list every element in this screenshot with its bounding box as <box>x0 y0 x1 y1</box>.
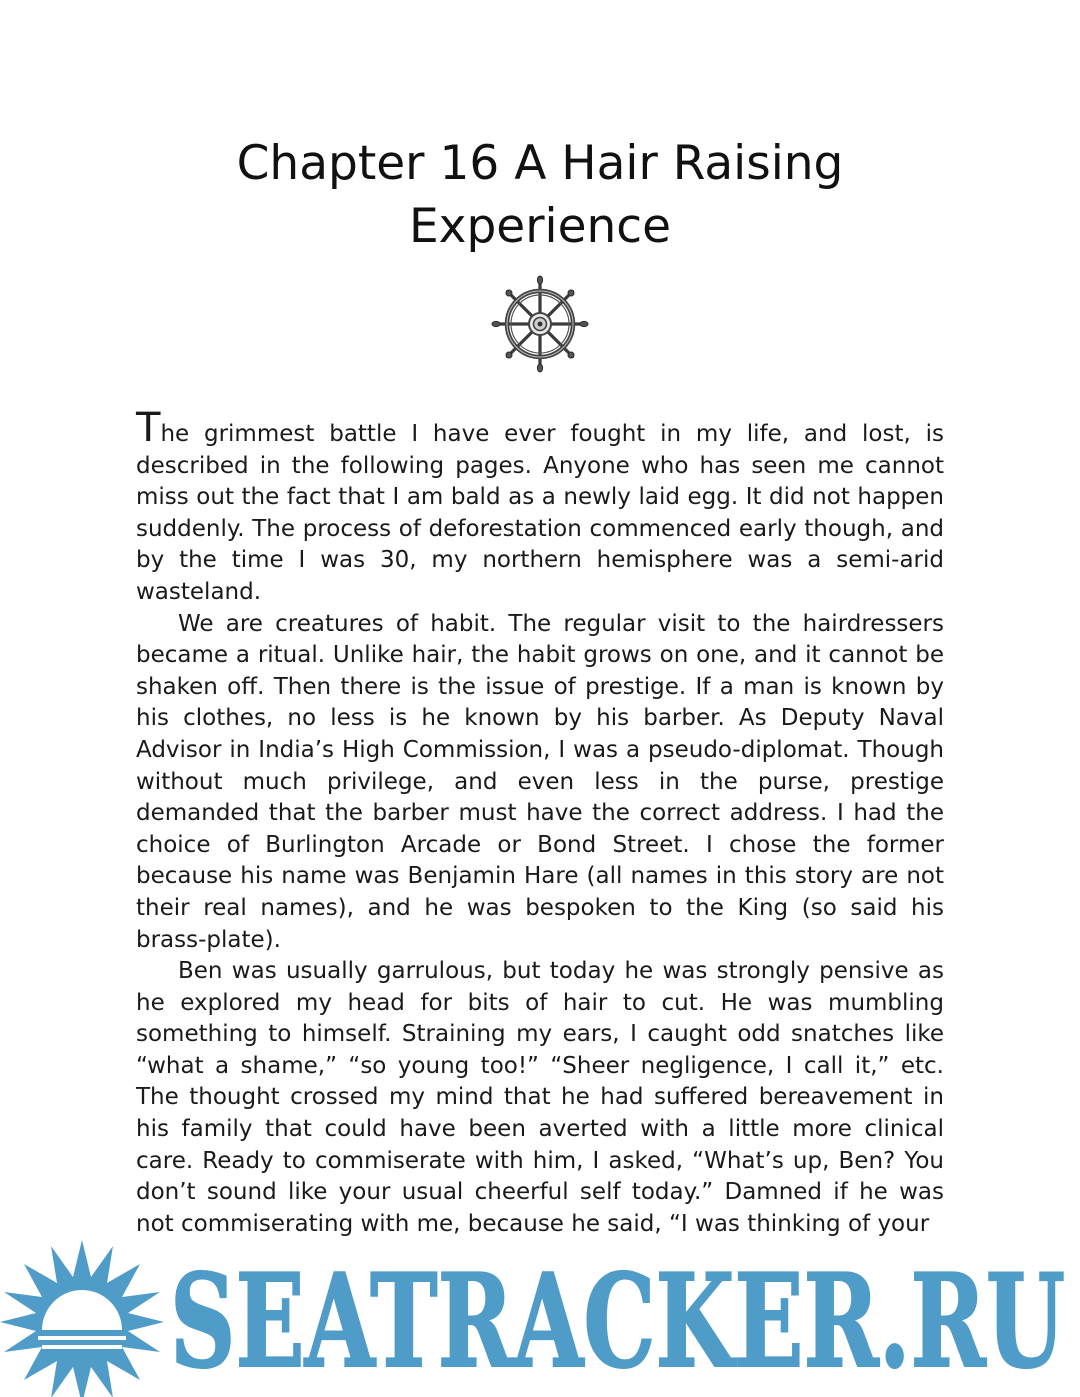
chapter-title <box>0 132 1080 258</box>
chapter-title-line-1: Chapter 16 A Hair Raising <box>236 136 844 191</box>
paragraph-2: We are creatures of habit. The regular visit to the hairdressers became a ritual. Unlike hair, the habit grows on one, and it cannot be shaken off. Then there is the issue of prestige. If a man is known by his clothes, no less is he known by his barber. As Deputy Naval Advisor in India’s High Commission, I was a pseudo-diplomat. Though without much privilege, and even less in the purse, prestige demanded that the barber must have the correct address. I had the choice of Burlington Arcade or Bond Street. I chose the former because his name was Benjamin Hare (all names in this story are not their real names), and he was bespoken to the King (so said his brass-plate). <box>136 610 944 953</box>
paragraph-1-text: he grimmest battle I have ever fought in my life, and lost, is described in the following pages. Anyone who has seen me cannot miss out the fact that I am bald as a newly laid egg. It did not happen suddenly. The process of deforestation commenced early though, and by the time I was 30, my northern hemisphere was a semi-arid wasteland. <box>136 421 944 605</box>
ship-wheel-icon <box>490 274 590 374</box>
drop-cap: T <box>136 405 161 451</box>
sun-burst-icon <box>0 1240 164 1397</box>
chapter-title-line-2: Experience <box>408 199 672 254</box>
watermark <box>0 1236 1080 1397</box>
watermark-text: SEATRACKER.RU <box>170 1247 1065 1397</box>
paragraph-3: Ben was usually garrulous, but today he was strongly pensive as he explored my head for bits of hair to cut. He was mumbling something to himself. Straining my ears, I caught odd snatches like “what a shame,” “so young too!” “Sheer negligence, I call it,” etc. The thought crossed my mind that he had suffered bereavement in his family that could have been averted with a little more clinical care. Ready to commiserate with him, I asked, “What’s up, Ben? You don’t sound like your usual cheerful self today.” Damned if he was not commiserating with me, because he said, “I was thinking of your <box>136 958 944 1237</box>
paragraph-1 <box>136 405 944 609</box>
chapter-body <box>136 405 944 1240</box>
